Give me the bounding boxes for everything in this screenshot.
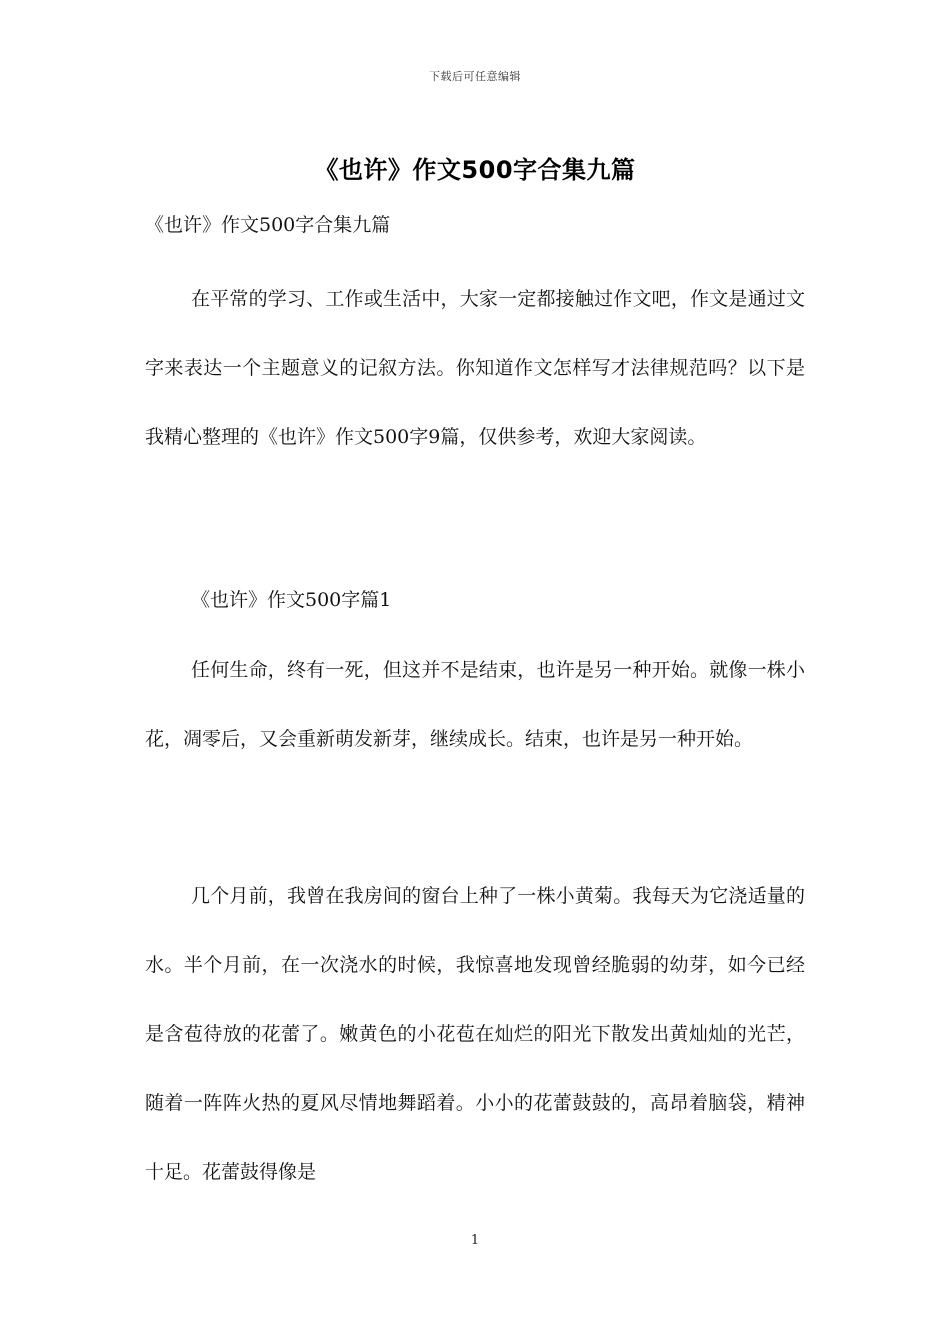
page-title: 《也许》作文500字合集九篇 <box>314 156 636 184</box>
document-subtitle: 《也许》作文500字合集九篇 <box>145 214 391 236</box>
page-number: 1 <box>470 1233 480 1248</box>
header-note: 下载后可任意编辑 <box>429 70 521 83</box>
intro-paragraph: 在平常的学习、工作或生活中，大家一定都接触过作文吧，作文是通过文字来表达一个主题意义的记叙方法。你知道作文怎样写才法律规范吗？以下是我精心整理的《也许》作文500字9篇，仅供参考，欢迎大家阅读。 <box>145 288 805 448</box>
section-heading: 《也许》作文500字篇1 <box>191 589 392 611</box>
paragraph-1: 任何生命，终有一死，但这并不是结束，也许是另一种开始。就像一株小花，凋零后，又会重新萌发新芽，继续成长。结束，也许是另一种开始。 <box>145 659 805 750</box>
paragraph-2: 几个月前，我曾在我房间的窗台上种了一株小黄菊。我每天为它浇适量的水。半个月前，在一次浇水的时候，我惊喜地发现曾经脆弱的幼芽，如今已经是含苞待放的花蕾了。嫩黄色的小花苞在灿烂的阳光下散发出黄灿灿的光芒，随着一阵阵火热的夏风尽情地舞蹈着。小小的花蕾鼓鼓的，高昂着脑袋，精神十足。花蕾鼓得像是 <box>145 885 805 1183</box>
